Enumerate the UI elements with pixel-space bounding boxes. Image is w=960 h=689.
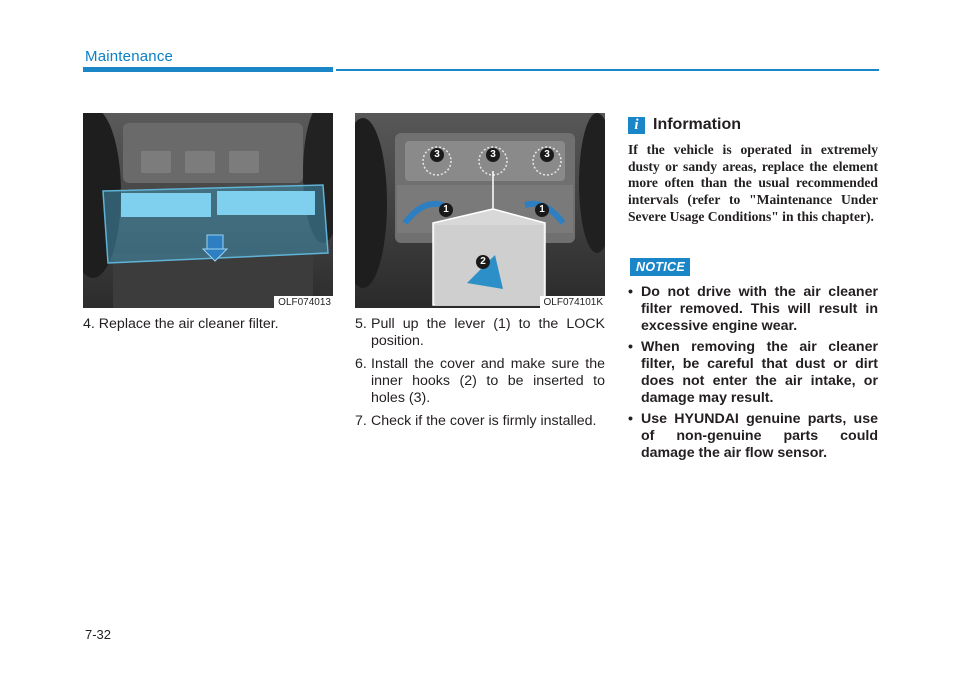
callout-number: 3 <box>430 148 444 162</box>
information-heading <box>628 116 741 134</box>
bullet-icon: • <box>628 284 633 300</box>
step-item <box>355 316 605 350</box>
step-item <box>355 413 605 430</box>
notice-list <box>628 284 878 466</box>
step-text: Replace the air cleaner filter. <box>98 316 279 332</box>
step-number: 5. <box>355 316 367 332</box>
callout-badge <box>439 199 453 217</box>
callout-badge <box>430 144 444 162</box>
step-number: 7. <box>355 413 367 429</box>
step-text: Check if the cover is firmly installed. <box>371 413 597 429</box>
notice-item <box>628 284 878 335</box>
section-title: Maintenance <box>85 48 174 65</box>
steps-list <box>355 316 605 436</box>
info-icon: i <box>628 117 645 134</box>
notice-text: Use HYUNDAI genuine parts, use of non-genuine parts could damage the air flow sensor. <box>641 411 878 461</box>
callout-badge <box>535 199 549 217</box>
callout-number: 2 <box>476 255 490 269</box>
figure-air-cleaner-filter <box>83 113 333 308</box>
bullet-icon: • <box>628 339 633 355</box>
step-text: Pull up the lever (1) to the LOCK position. <box>371 316 605 349</box>
callout-number: 1 <box>535 203 549 217</box>
callout-number: 3 <box>540 148 554 162</box>
figure-code: OLF074013 <box>274 296 333 308</box>
callout-badge <box>540 144 554 162</box>
notice-item <box>628 411 878 462</box>
callout-badge <box>486 144 500 162</box>
information-body: If the vehicle is operated in extremely dusty or sandy areas, replace the element more often than the usual recommended intervals (refer to "Maintenance Under Severe Usage Conditions" in this chapter). <box>628 142 878 224</box>
bullet-icon: • <box>628 411 633 427</box>
step-text: Install the cover and make sure the inner hooks (2) to be inserted to holes (3). <box>371 356 605 406</box>
callout-number: 1 <box>439 203 453 217</box>
figure-air-cleaner-cover <box>355 113 605 308</box>
callout-number: 3 <box>486 148 500 162</box>
engine-bay-illustration <box>355 113 605 308</box>
notice-item <box>628 339 878 407</box>
engine-bay-illustration <box>83 113 333 308</box>
callout-badge <box>476 251 490 269</box>
notice-text: When removing the air cleaner filter, be careful that dust or dirt does not enter the air intake, or damage may result. <box>641 339 878 406</box>
step-number: 6. <box>355 356 367 372</box>
step-number: 4. <box>83 316 95 332</box>
page-number: 7-32 <box>85 627 112 642</box>
notice-badge: NOTICE <box>630 258 690 276</box>
notice-text: Do not drive with the air cleaner filter removed. This will result in excessive engine wear. <box>641 284 878 334</box>
information-title: Information <box>653 116 741 133</box>
header-rule-thin <box>336 69 879 71</box>
step-item <box>83 316 333 333</box>
figure-code: OLF074101K <box>540 296 606 308</box>
step-item <box>355 356 605 407</box>
header-rule-thick <box>83 67 333 72</box>
